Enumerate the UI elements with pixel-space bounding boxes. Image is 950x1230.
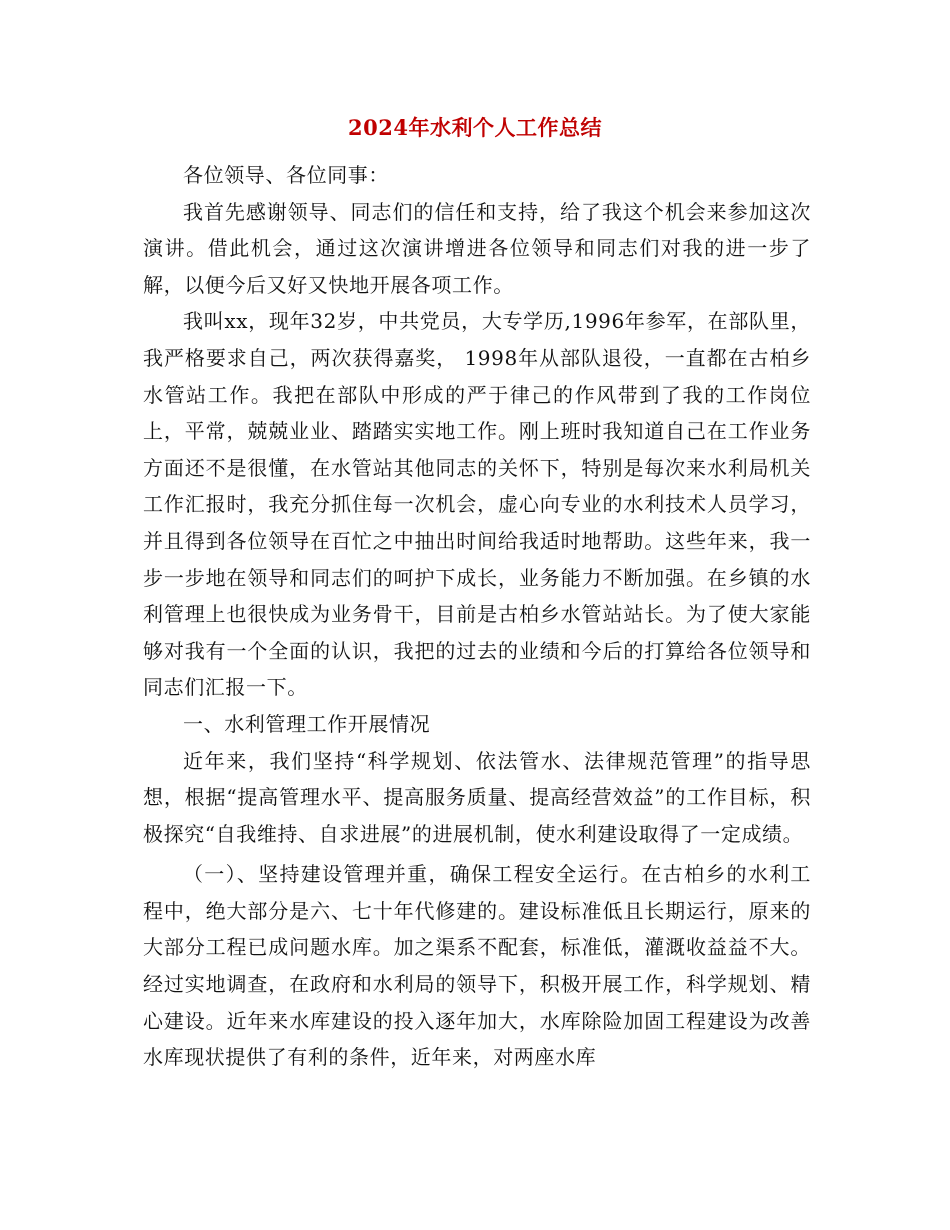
body-paragraph: （一）、坚持建设管理并重，确保工程安全运行。在古柏乡的水利工程中，绝大部分是六、七十年代修建的。建设标准低且长期运行，原来的大部分工程已成问题水库。加之渠系不配套，标准低，灌溉收益益不大。经过实地调查，在政府和水利局的领导下，积极开展工作，科学规划、精心建设。近年来水库建设的投入逐年加大，水库除险加固工程建设为改善水库现状提供了有利的条件，近年来，对两座水库 <box>143 862 811 1070</box>
section-heading: 一、水利管理工作开展情况 <box>183 711 431 736</box>
body-paragraph: 我首先感谢领导、同志们的信任和支持，给了我这个机会来参加这次演讲。借此机会，通过这次演讲增进各位领导和同志们对我的进一步了解，以便今后又好又快地开展各项工作。 <box>143 199 811 297</box>
document-title: 2024年水利个人工作总结 <box>348 115 602 140</box>
body-paragraph: 我叫xx，现年32岁，中共党员，大专学历,1996年参军，在部队里，我严格要求自己，两次获得嘉奖， 1998年从部队退役，一直都在古柏乡水管站工作。我把在部队中形成的严于律己的作风带到了我的工作岗位上，平常，兢兢业业、踏踏实实地工作。刚上班时我知道自己在工作业务方面还不是很懂，在水管站其他同志的关怀下，特别是每次来水利局机关工作汇报时，我充分抓住每一次机会，虚心向专业的水利技术人员学习，并且得到各位领导在百忙之中抽出时间给我适时地帮助。这些年来，我一步一步地在领导和同志们的呵护下成长，业务能力不断加强。在乡镇的水利管理上也很快成为业务骨干，目前是古柏乡水管站站长。为了使大家能够对我有一个全面的认识，我把的过去的业绩和今后的打算给各位领导和同志们汇报一下。 <box>143 309 811 700</box>
body-paragraph: 近年来，我们坚持“科学规划、依法管水、法律规范管理”的指导思想，根据“提高管理水平、提高服务质量、提高经营效益”的工作目标，积极探究“自我维持、自求进展”的进展机制，使水利建设取得了一定成绩。 <box>143 748 811 846</box>
document-body <box>143 157 811 1076</box>
salutation-paragraph: 各位领导、各位同事： <box>183 163 389 187</box>
